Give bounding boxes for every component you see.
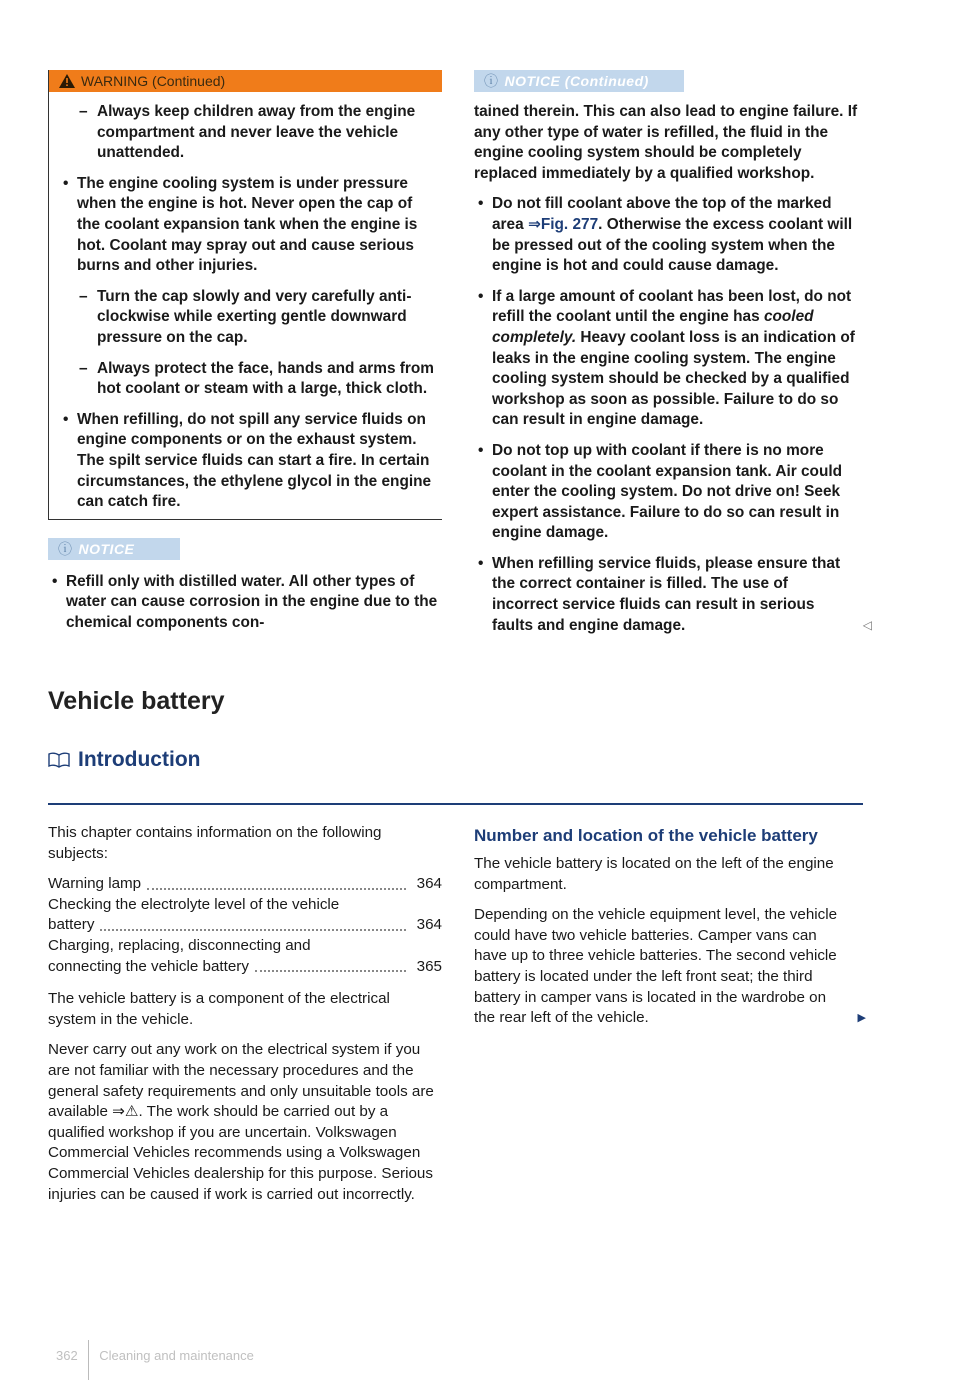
toc-page: 364 bbox=[416, 916, 442, 934]
notice-bullet-text: If a large amount of coolant has been lost, do not refill the coolant until the engine has bbox=[492, 287, 852, 326]
toc-entry[interactable] bbox=[48, 936, 442, 977]
notice-info-icon: ⓘ bbox=[484, 73, 499, 89]
section-rule bbox=[48, 803, 863, 805]
warning-item: – Always protect the face, hands and arms from hot coolant or steam with a large, thick cloth. bbox=[59, 359, 434, 400]
battery-heading: Number and location of the vehicle battery bbox=[474, 826, 818, 845]
notice-bullet-text: . Otherwise the excess coolant will be pressed out of the cooling system when the engine is hot and could cause damage. bbox=[492, 215, 853, 275]
footer-section: Cleaning and maintenance bbox=[99, 1347, 254, 1363]
intro-lead: This chapter contains information on the following subjects: bbox=[48, 824, 382, 862]
notice-text: • Refill only with distilled water. All other types of water can cause corrosion in the engine due to the chemical components con- bbox=[48, 572, 442, 634]
right-column bbox=[474, 70, 872, 646]
battery-count-text: Depending on the vehicle equipment level, the vehicle could have two vehicle batteries. Camper vans can have up to three vehicle batteries. The second vehicle battery is located under the left front seat; the third battery in camper vans is located in the wardrobe on the rear left of the vehicle. bbox=[474, 906, 838, 1027]
intro-heading bbox=[48, 748, 442, 772]
notice-header bbox=[48, 538, 180, 560]
notice-header-text: NOTICE bbox=[78, 540, 135, 557]
warning-item: • When refilling, do not spill any service fluids on engine components or on the exhaust system. The spilt service fluids can start a fire. In certain circumstances, the ethylene glycol in the engine can catch fire. bbox=[59, 410, 434, 513]
end-mark-icon: ◁ bbox=[862, 618, 872, 633]
battery-location: The vehicle battery is located on the left of the engine compartment. bbox=[474, 855, 834, 893]
warning-triangle-icon bbox=[59, 74, 75, 88]
left-column bbox=[48, 70, 442, 772]
battery-section bbox=[474, 826, 866, 1029]
para-battery-component: The vehicle battery is a component of the electrical system in the vehicle. bbox=[48, 990, 390, 1028]
toc-label: Charging, replacing, disconnecting and bbox=[48, 936, 311, 954]
toc-page: 365 bbox=[416, 957, 442, 975]
toc-label-cont: battery bbox=[48, 916, 95, 934]
warning-item: • The engine cooling system is under pressure when the engine is hot. Never open the cap of the coolant expansion tank when the engine is hot. Coolant may spray out and cause serious burns and other injuries. bbox=[59, 174, 434, 277]
toc-page: 364 bbox=[416, 875, 442, 893]
toc-label: Warning lamp bbox=[48, 875, 142, 893]
toc-entry[interactable] bbox=[48, 895, 442, 936]
notice-bullet-text: Do not fill coolant above the top of the marked area bbox=[492, 195, 832, 233]
notice-continued-text: NOTICE (Continued) bbox=[504, 73, 649, 89]
warning-header bbox=[49, 70, 442, 92]
notice-bullet bbox=[474, 287, 864, 431]
warning-item: – Always keep children away from the engine compartment and never leave the vehicle unattended. bbox=[59, 102, 434, 164]
footer-divider bbox=[88, 1340, 90, 1380]
toc-list bbox=[48, 874, 442, 977]
book-icon bbox=[48, 752, 70, 768]
notice-bullet bbox=[474, 194, 864, 276]
notice-info-icon: ⓘ bbox=[58, 540, 73, 557]
notice-bullet: • Do not top up with coolant if there is no more coolant in the coolant expansion tank. Air could enter the cooling system. Do not drive on! Seek expert assistance. Failure to do so can result in engine damage. bbox=[474, 441, 864, 544]
page-footer bbox=[56, 1330, 254, 1380]
notice-bullet: • When refilling service fluids, please ensure that the correct container is filled. The use of incorrect service fluids can result in serious faults and engine damage. bbox=[474, 554, 852, 636]
continue-arrow-icon: ▶ bbox=[857, 1012, 866, 1025]
notice-bullet-emphasis: cooled completely. bbox=[492, 308, 814, 346]
page-number: 362 bbox=[56, 1347, 78, 1363]
toc-label-cont: connecting the vehicle battery bbox=[48, 957, 249, 975]
warning-header-text: WARNING (Continued) bbox=[81, 73, 226, 89]
battery-count bbox=[474, 905, 866, 1029]
notice-bullet-text: Heavy coolant loss is an indication of leaks in the engine cooling system. The engine cooling system should be checked by a qualified workshop as soon as possible. Failure to do so can result in engine damage. bbox=[492, 328, 855, 429]
section-title: Vehicle battery bbox=[48, 687, 225, 716]
left-column-body bbox=[48, 823, 442, 1215]
warning-item: – Turn the cap slowly and very carefully anti-clockwise while exerting gentle downward pressure on the cap. bbox=[59, 287, 434, 349]
notice-continuation: tained therein. This can also lead to engine failure. If any other type of water is refilled, the fluid in the engine cooling system should be completely replaced immediately by a qualified workshop. bbox=[474, 103, 858, 182]
warning-box bbox=[48, 70, 442, 520]
toc-label: Checking the electrolyte level of the vehicle bbox=[48, 895, 340, 913]
intro-title: Introduction bbox=[78, 748, 201, 772]
notice-continued-header bbox=[474, 70, 684, 92]
notice-box bbox=[48, 538, 442, 634]
figure-link[interactable]: ⇒Fig. 277 bbox=[527, 215, 599, 233]
toc-entry[interactable] bbox=[48, 874, 442, 895]
para-electrical-work: Never carry out any work on the electrical system if you are not familiar with the necessary procedures and the general safety requirements and only unsuitable tools are available ⇒⚠. The work should be carried out by a qualified workshop if you are uncertain. Volkswagen Commercial Vehicles recommends using a Volkswagen Commercial Vehicles dealership for this purpose. Serious injuries can be caused if work is carried out incorrectly. bbox=[48, 1041, 434, 1203]
